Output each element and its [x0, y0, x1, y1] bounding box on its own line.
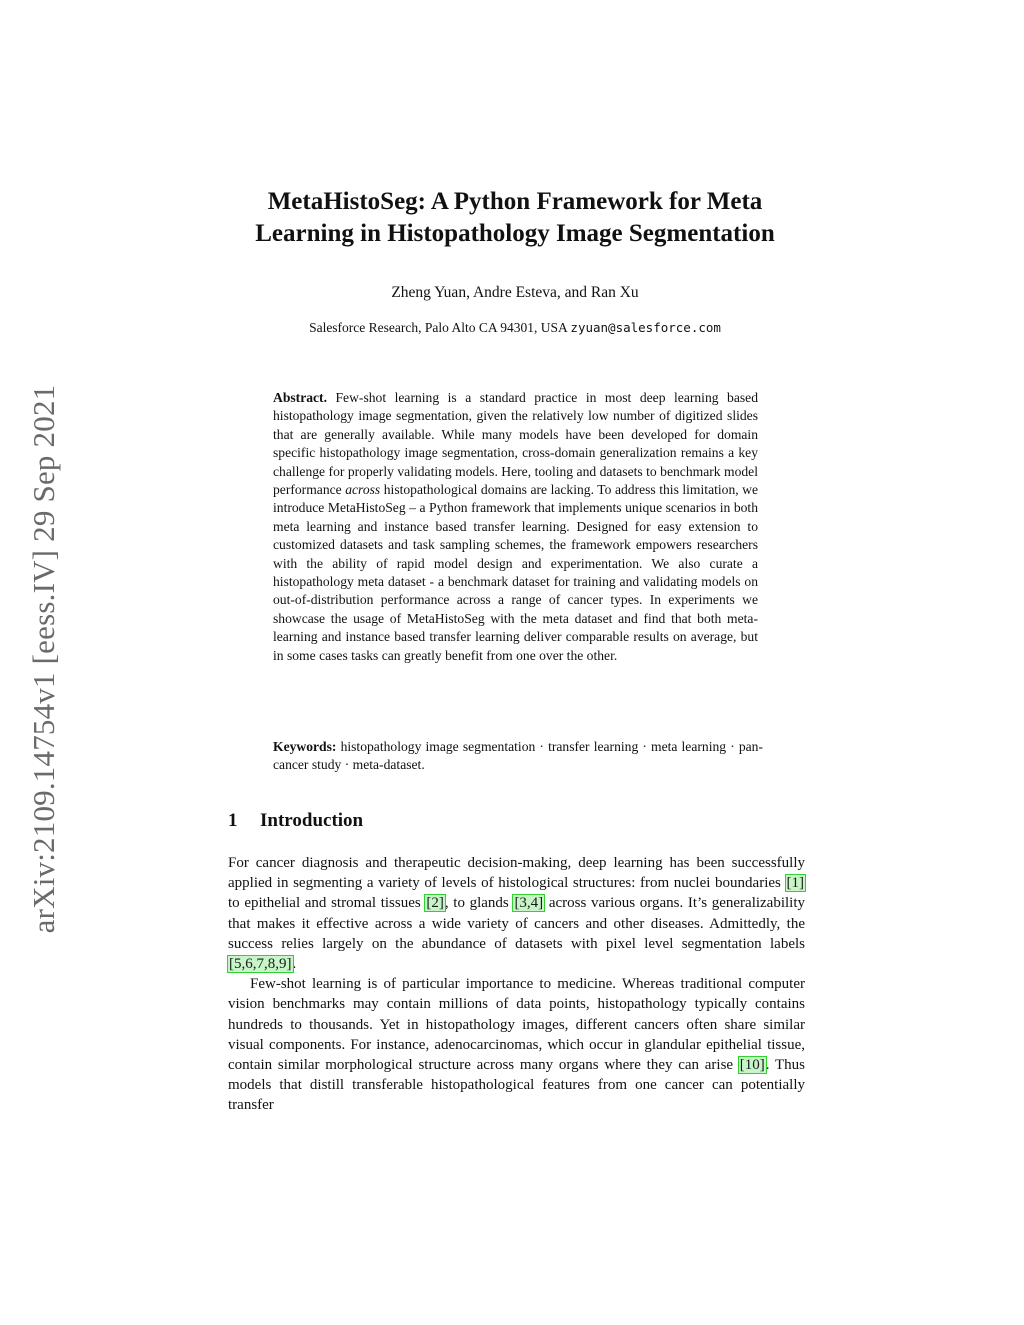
- introduction-body: [228, 853, 805, 1116]
- abstract: [273, 389, 758, 665]
- abstract-label: Abstract.: [273, 390, 327, 405]
- paper-title: [180, 186, 850, 250]
- paragraph-text: . Thus models that distill transferable histopathological features from one cancer can potentially transfer: [228, 1057, 805, 1114]
- paragraph-text: .: [292, 956, 297, 973]
- abstract-text-1: Few-shot learning is a standard practice in most deep learning based histopathology image segmentation, given the relatively low number of digitized slides that are generally available. While many models have been developed for domain specific histopathology image segmentation, cross-domain generalization remains a key challenge for properly validating models. Here, tooling and datasets to benchmark model performance: [273, 390, 758, 498]
- paragraph-text: to epithelial and stromal tissues: [228, 895, 421, 912]
- affiliation: Salesforce Research, Palo Alto CA 94301, USA: [309, 320, 568, 335]
- citation-link[interactable]: [2]: [426, 895, 444, 912]
- keywords: [273, 738, 763, 775]
- citation-link[interactable]: [1]: [786, 875, 805, 892]
- citation-link[interactable]: [3,4]: [514, 895, 544, 912]
- title-line-2: Learning in Histopathology Image Segmentation: [255, 220, 775, 247]
- title-line-1: MetaHistoSeg: A Python Framework for Meta: [267, 188, 763, 215]
- keywords-text: histopathology image segmentation · transfer learning · meta learning · pan-cancer study · meta-dataset.: [273, 739, 763, 773]
- section-number: 1: [228, 810, 238, 831]
- intro-paragraph-1: [228, 853, 805, 974]
- arxiv-identifier[interactable]: arXiv:2109.14754v1 [eess.IV] 29 Sep 2021: [26, 384, 61, 934]
- paragraph-text: across various organs. It’s generalizability that makes it effective across a wide variety of cancers and other diseases. Admittedly, the success relies largely on the abundance of datasets with pixel level segmentation labels: [228, 895, 806, 952]
- citation-link[interactable]: [5,6,7,8,9]: [229, 956, 292, 973]
- intro-paragraph-2: [228, 974, 805, 1115]
- citation-link[interactable]: [10]: [739, 1057, 765, 1074]
- paragraph-text: Few-shot learning is of particular importance to medicine. Whereas traditional computer vision benchmarks may contain millions of data points, histopathology typically contains hundreds to thousands. Yet in histopathology images, different cancers often share similar visual components. For instance, adenocarcinomas, which occur in glandular epithelial tissue, contain similar morphological structure across many organs where they can arise: [228, 976, 805, 1074]
- section-heading-introduction: [228, 810, 808, 832]
- keywords-label: Keywords:: [273, 739, 337, 754]
- author-email[interactable]: zyuan@salesforce.com: [570, 320, 721, 335]
- paragraph-text: , to glands: [444, 895, 509, 912]
- author-list: Zheng Yuan, Andre Esteva, and Ran Xu: [391, 284, 639, 301]
- abstract-text-2: histopathological domains are lacking. To address this limitation, we introduce MetaHistoSeg – a Python framework that implements unique scenarios in both meta learning and instance based transfer learning. Designed for easy extension to customized datasets and task sampling schemes, the framework empowers researchers with the ability of rapid model design and experimentation. We also curate a histopathology meta dataset - a benchmark dataset for training and validating models on out-of-distribution performance across a range of cancer types. In experiments we showcase the usage of MetaHistoSeg with the meta dataset and find that both meta-learning and instance based transfer learning deliver comparable results on average, but in some cases tasks can greatly benefit from one over the other.: [273, 482, 759, 663]
- paragraph-text: For cancer diagnosis and therapeutic decision-making, deep learning has been successfully applied in segmenting a variety of levels of histological structures: from nuclei boundaries: [228, 855, 805, 892]
- section-title: Introduction: [260, 810, 364, 831]
- affiliation-line: [180, 320, 850, 336]
- abstract-emphasis: across: [345, 482, 381, 498]
